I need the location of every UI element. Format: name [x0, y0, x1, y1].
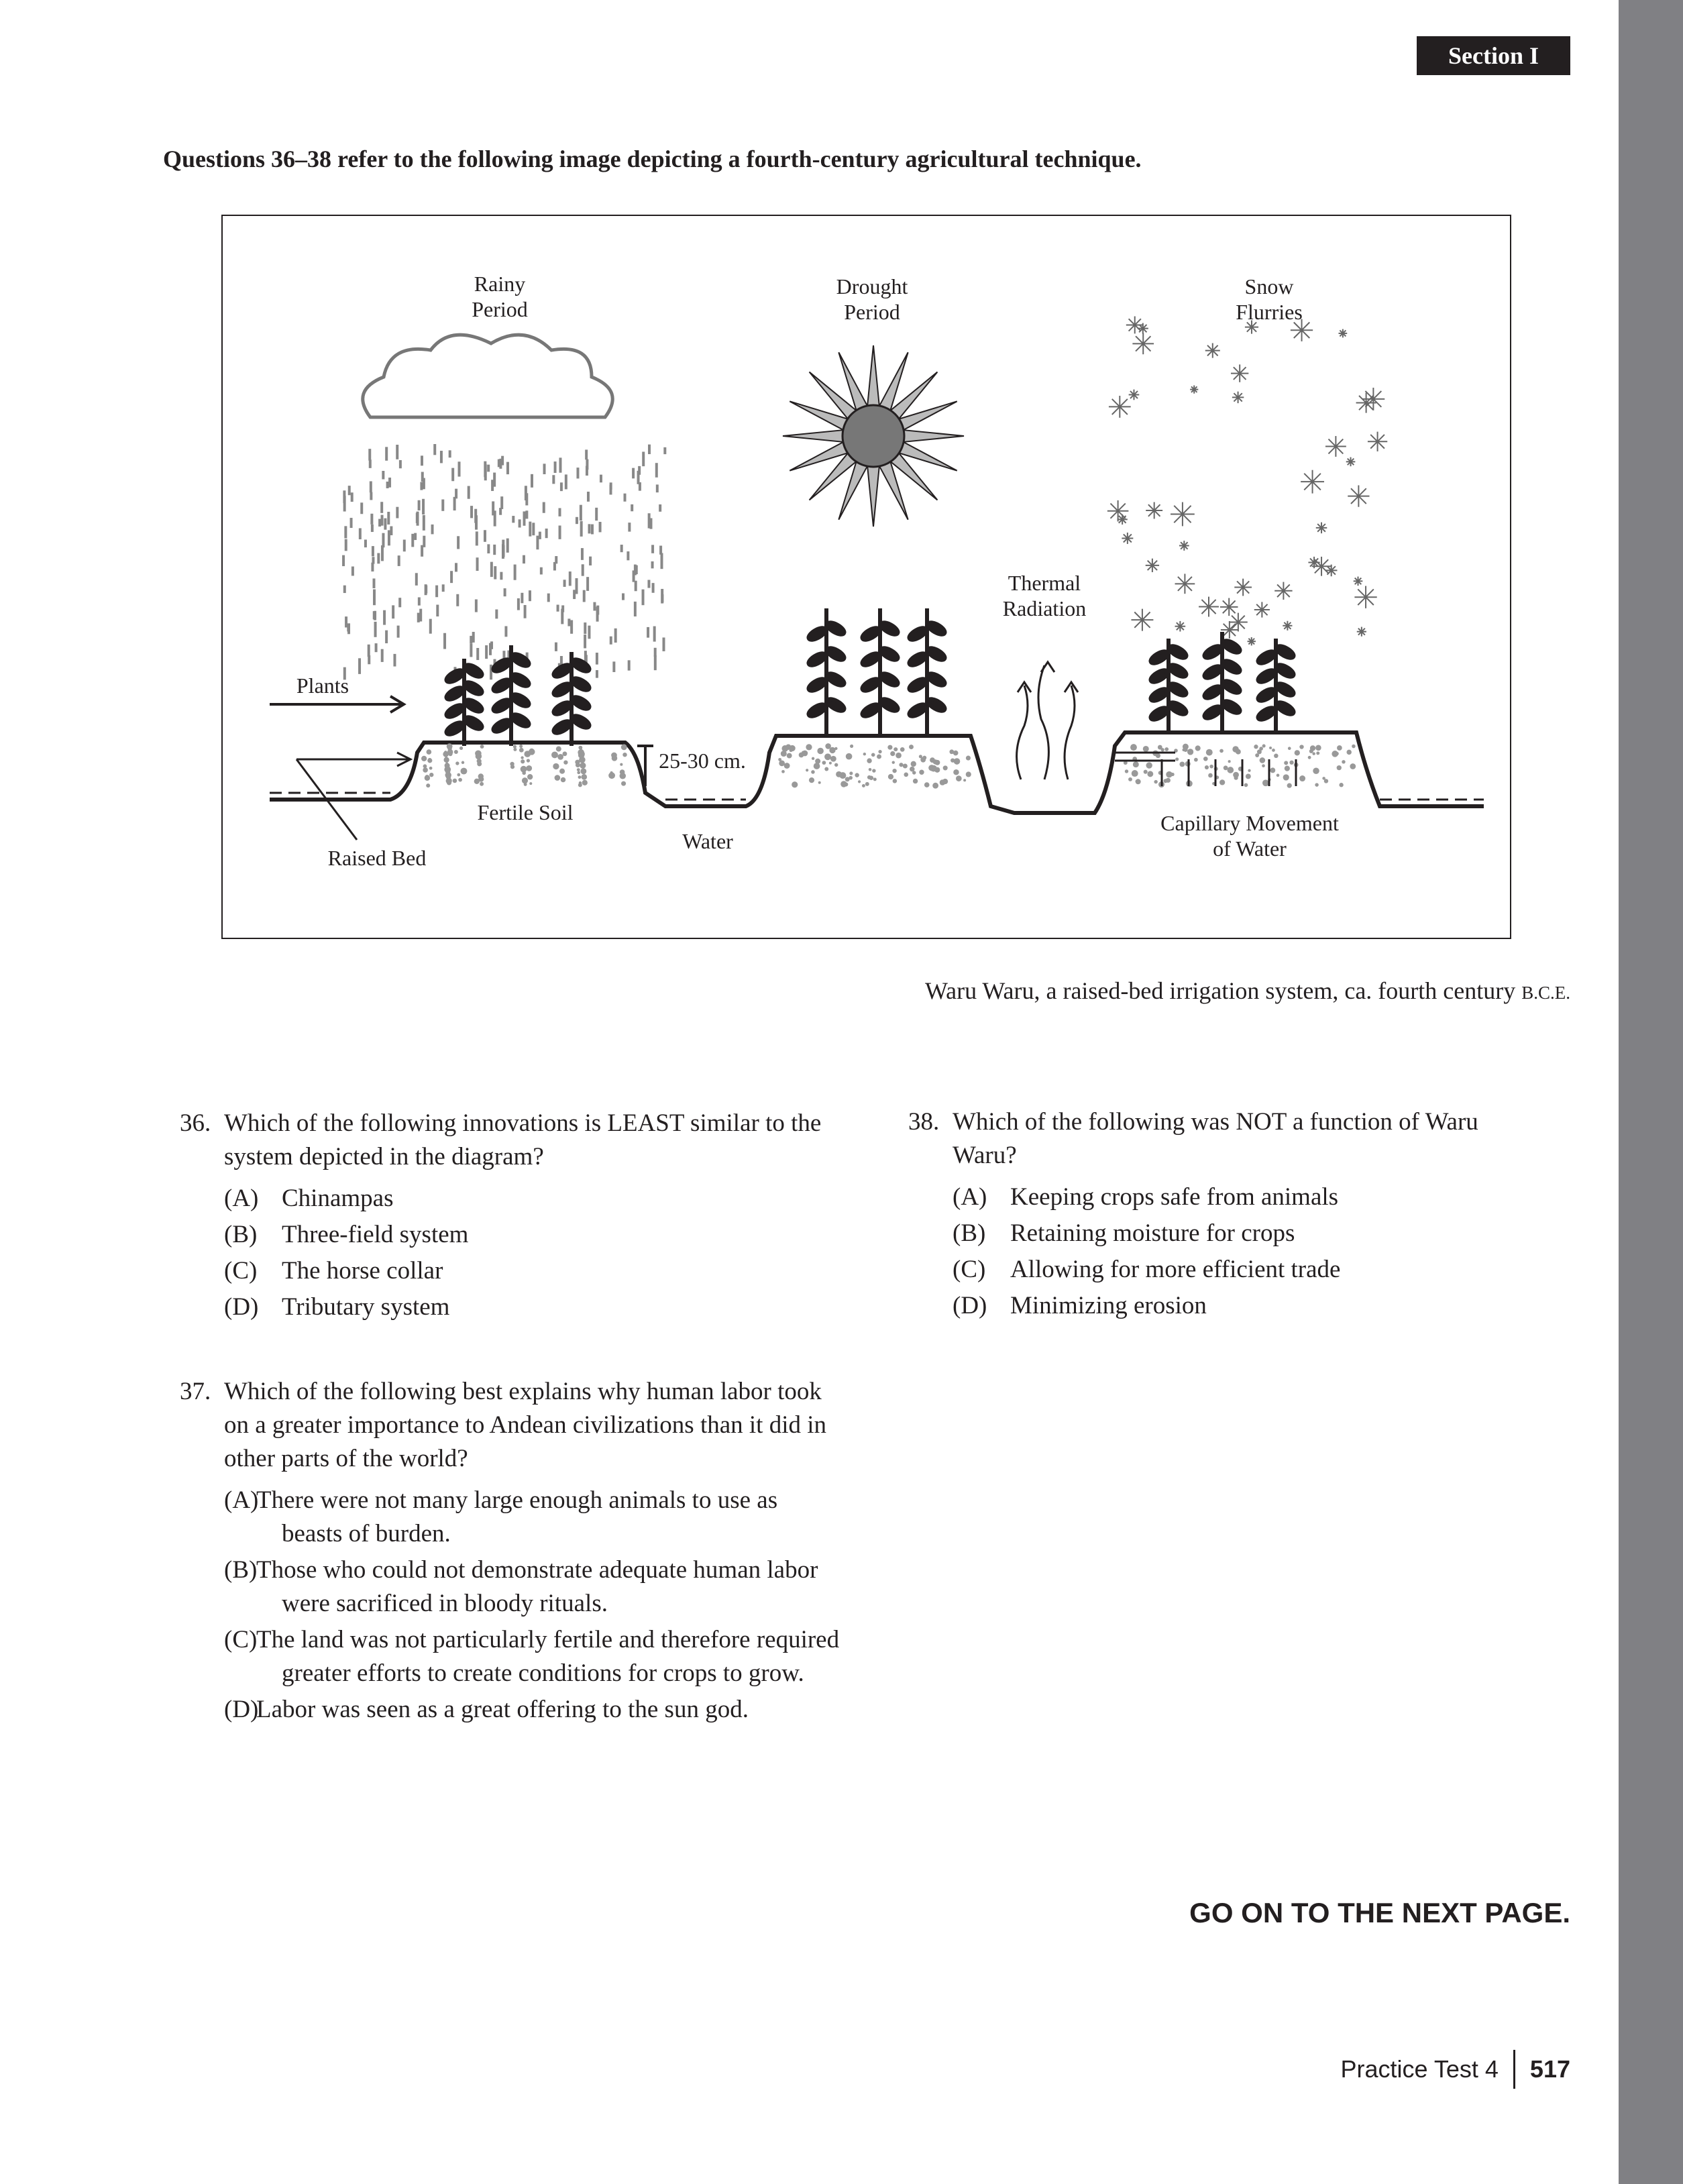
answer-option[interactable]: (A) There were not many large enough animals to use as beasts of burden.	[224, 1486, 778, 1547]
footer-title: Practice Test 4	[1340, 2055, 1499, 2083]
label-capillary-movement: Capillary Movement of Water	[1160, 811, 1339, 861]
question-36: 36. Which of the following innovations is LEAST similar to the system depicted in the diagram? (A) Chinampas (B) Three-field system (C) The horse collar (D) Tributary system	[180, 1107, 837, 1324]
answer-option[interactable]: (A) Keeping crops safe from animals	[953, 1183, 1339, 1211]
answer-option[interactable]: (B) Three-field system	[224, 1221, 469, 1248]
go-on-notice: GO ON TO THE NEXT PAGE.	[1189, 1897, 1570, 1928]
plants-arrow	[270, 696, 404, 712]
question-38: 38. Which of the following was NOT a function of Waru Waru? (A) Keeping crops safe from animals (B) Retaining moisture for crops (C) Allowing for more efficient trade (D) Minimizing erosion	[908, 1105, 1545, 1323]
answer-option[interactable]: (D) Minimizing erosion	[953, 1292, 1207, 1319]
answer-option[interactable]: (C) The land was not particularly fertile and therefore required greater efforts to create conditions for crops to grow.	[224, 1626, 840, 1687]
waru-waru-diagram	[221, 215, 1511, 939]
answer-option[interactable]: (D) Labor was seen as a great offering to the sun god.	[224, 1696, 749, 1723]
label-water: Water	[682, 829, 733, 853]
answer-option[interactable]: (B) Those who could not demonstrate adequate human labor were sacrificed in bloody rituals.	[224, 1556, 818, 1617]
label-rainy-period: Rainy Period	[472, 272, 528, 321]
label-drought-period: Drought Period	[836, 274, 908, 324]
question-set-intro: Questions 36–38 refer to the following image depicting a fourth-century agricultural technique.	[163, 146, 1142, 172]
snowflakes	[1107, 317, 1387, 646]
answer-option[interactable]: (C) Allowing for more efficient trade	[953, 1256, 1341, 1283]
section-label: Section I	[1417, 36, 1570, 75]
answer-option[interactable]: (B) Retaining moisture for crops	[953, 1219, 1295, 1247]
label-plants: Plants	[296, 673, 349, 698]
label-snow-flurries: Snow Flurries	[1236, 274, 1303, 324]
cloud-icon	[363, 335, 613, 417]
page-footer	[1340, 2050, 1570, 2089]
footer-divider	[1513, 2050, 1515, 2089]
label-depth: 25-30 cm.	[659, 749, 746, 773]
rain-drops	[343, 444, 665, 681]
answer-option[interactable]: (C) The horse collar	[224, 1257, 443, 1285]
question-37: 37. Which of the following best explains why human labor took on a greater importance to Andean civilizations than it did in other parts of the world? (A) There were not many large enough animals to use as beasts of burden. (B) Those who could not demonstrate adequate human labor were sacrificed in bloody rituals. (C) The land was not particularly fertile and therefore required greater efforts to create conditions for crops to grow. (D) Labor was seen as a great offering to the sun god.	[180, 1375, 844, 1727]
answer-option[interactable]: (D) Tributary system	[224, 1293, 450, 1321]
label-fertile-soil: Fertile Soil	[477, 800, 574, 824]
answer-option[interactable]: (A) Chinampas	[224, 1185, 394, 1212]
figure-caption: Waru Waru, a raised-bed irrigation system, ca. fourth century B.C.E.	[925, 977, 1570, 1004]
page-edge-tab	[1619, 0, 1683, 2184]
thermal-radiation-arrows	[1017, 662, 1078, 779]
label-thermal-radiation: Thermal Radiation	[1002, 571, 1087, 620]
sun-icon	[783, 345, 964, 527]
label-raised-bed: Raised Bed	[327, 846, 427, 870]
page-number: 517	[1529, 2055, 1570, 2083]
